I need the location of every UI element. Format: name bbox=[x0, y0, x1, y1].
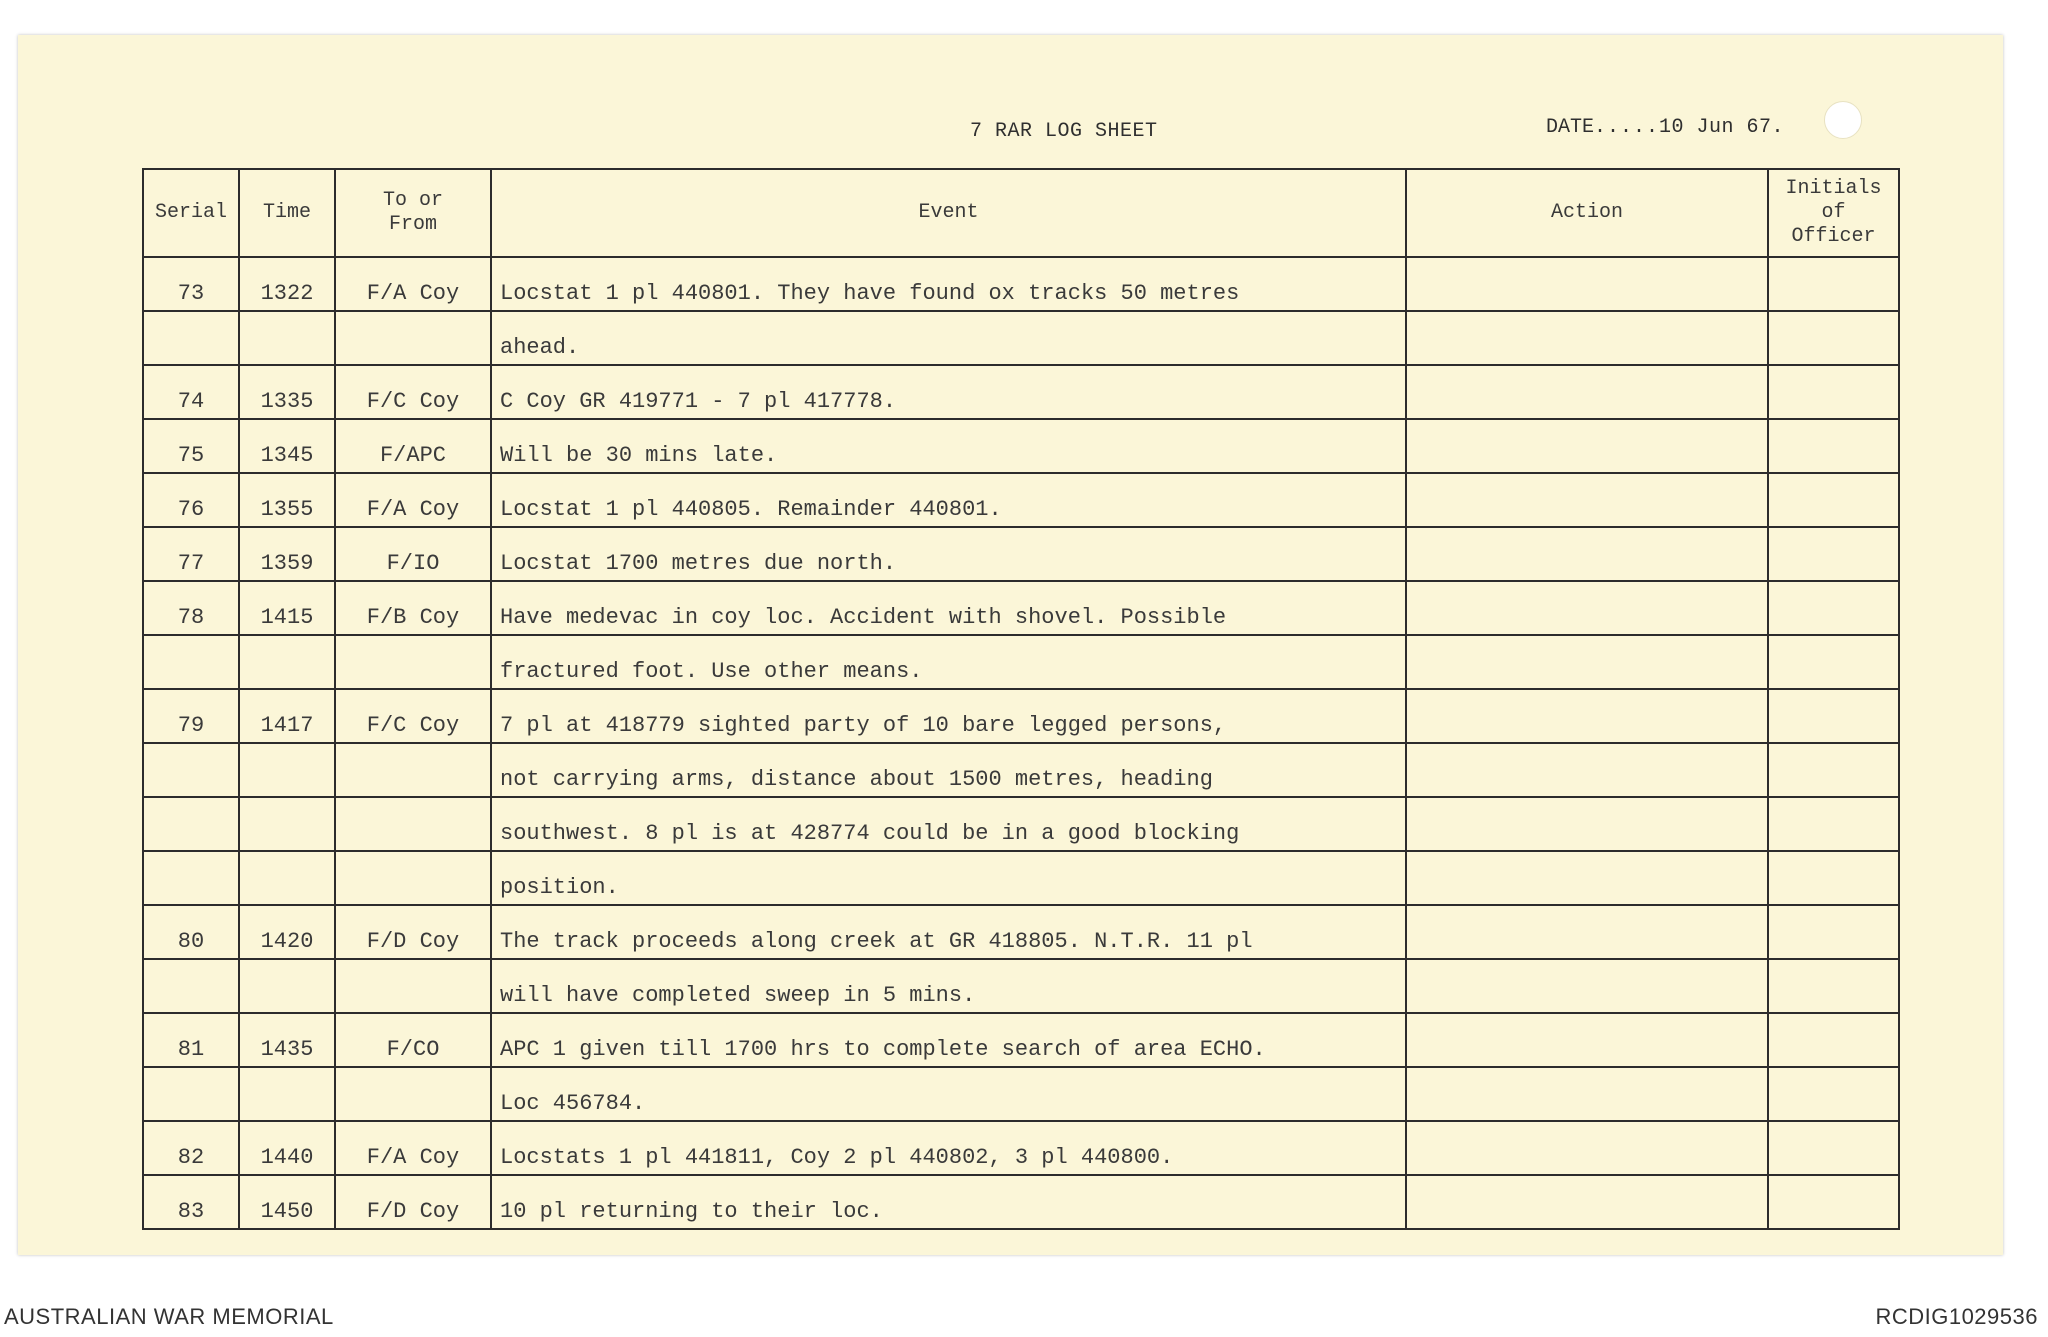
cell-action bbox=[1406, 797, 1768, 851]
col-serial-header: Serial bbox=[143, 169, 239, 257]
cell-initials bbox=[1768, 257, 1899, 311]
cell-to-from: F/A Coy bbox=[335, 257, 491, 311]
cell-event: Locstat 1 pl 440805. Remainder 440801. bbox=[491, 473, 1406, 527]
cell-serial bbox=[143, 635, 239, 689]
cell-time bbox=[239, 797, 335, 851]
cell-time: 1435 bbox=[239, 1013, 335, 1067]
cell-initials bbox=[1768, 473, 1899, 527]
cell-action bbox=[1406, 257, 1768, 311]
cell-time bbox=[239, 851, 335, 905]
cell-to-from bbox=[335, 311, 491, 365]
cell-to-from bbox=[335, 743, 491, 797]
table-row bbox=[143, 851, 1899, 905]
initials-line2: of bbox=[1821, 201, 1846, 224]
header-row bbox=[143, 169, 1899, 257]
cell-action bbox=[1406, 365, 1768, 419]
cell-to-from bbox=[335, 959, 491, 1013]
cell-time: 1417 bbox=[239, 689, 335, 743]
cell-to-from bbox=[335, 1067, 491, 1121]
date-line bbox=[1546, 116, 1784, 139]
cell-initials bbox=[1768, 743, 1899, 797]
cell-to-from: F/D Coy bbox=[335, 905, 491, 959]
cell-serial: 82 bbox=[143, 1121, 239, 1175]
table-row bbox=[143, 581, 1899, 635]
cell-serial: 78 bbox=[143, 581, 239, 635]
table-row bbox=[143, 689, 1899, 743]
cell-action bbox=[1406, 1067, 1768, 1121]
cell-time: 1345 bbox=[239, 419, 335, 473]
punch-hole bbox=[1824, 101, 1862, 139]
cell-to-from: F/APC bbox=[335, 419, 491, 473]
cell-serial: 76 bbox=[143, 473, 239, 527]
cell-to-from bbox=[335, 635, 491, 689]
table-row bbox=[143, 473, 1899, 527]
cell-serial: 83 bbox=[143, 1175, 239, 1229]
cell-to-from: F/C Coy bbox=[335, 365, 491, 419]
cell-event: Locstat 1 pl 440801. They have found ox tracks 50 metres bbox=[491, 257, 1406, 311]
cell-event: southwest. 8 pl is at 428774 could be in a good blocking bbox=[491, 797, 1406, 851]
cell-action bbox=[1406, 419, 1768, 473]
cell-serial: 79 bbox=[143, 689, 239, 743]
cell-serial: 81 bbox=[143, 1013, 239, 1067]
cell-to-from bbox=[335, 797, 491, 851]
cell-time: 1355 bbox=[239, 473, 335, 527]
archive-credit: AUSTRALIAN WAR MEMORIAL bbox=[4, 1304, 334, 1329]
cell-serial bbox=[143, 851, 239, 905]
cell-event: 10 pl returning to their loc. bbox=[491, 1175, 1406, 1229]
cell-action bbox=[1406, 581, 1768, 635]
col-to-from-header bbox=[335, 169, 491, 257]
log-table bbox=[142, 168, 1900, 1230]
cell-to-from: F/B Coy bbox=[335, 581, 491, 635]
table-row bbox=[143, 1175, 1899, 1229]
cell-serial bbox=[143, 311, 239, 365]
cell-to-from: F/IO bbox=[335, 527, 491, 581]
to-from-line2: From bbox=[388, 213, 437, 236]
cell-event: Locstats 1 pl 441811, Coy 2 pl 440802, 3 pl 440800. bbox=[491, 1121, 1406, 1175]
cell-serial bbox=[143, 1067, 239, 1121]
cell-time bbox=[239, 1067, 335, 1121]
cell-time: 1359 bbox=[239, 527, 335, 581]
date-label: DATE bbox=[1546, 116, 1595, 139]
cell-event: will have completed sweep in 5 mins. bbox=[491, 959, 1406, 1013]
col-action-header: Action bbox=[1406, 169, 1768, 257]
cell-initials bbox=[1768, 635, 1899, 689]
cell-action bbox=[1406, 635, 1768, 689]
cell-event: ahead. bbox=[491, 311, 1406, 365]
cell-event: 7 pl at 418779 sighted party of 10 bare legged persons, bbox=[491, 689, 1406, 743]
cell-event: C Coy GR 419771 - 7 pl 417778. bbox=[491, 365, 1406, 419]
col-time-header: Time bbox=[239, 169, 335, 257]
cell-action bbox=[1406, 743, 1768, 797]
cell-serial: 80 bbox=[143, 905, 239, 959]
cell-initials bbox=[1768, 851, 1899, 905]
cell-event: Loc 456784. bbox=[491, 1067, 1406, 1121]
cell-serial: 75 bbox=[143, 419, 239, 473]
cell-action bbox=[1406, 905, 1768, 959]
table-row bbox=[143, 1121, 1899, 1175]
cell-initials bbox=[1768, 905, 1899, 959]
cell-to-from: F/D Coy bbox=[335, 1175, 491, 1229]
cell-action bbox=[1406, 959, 1768, 1013]
cell-initials bbox=[1768, 419, 1899, 473]
cell-time: 1440 bbox=[239, 1121, 335, 1175]
cell-initials bbox=[1768, 1121, 1899, 1175]
cell-action bbox=[1406, 311, 1768, 365]
cell-action bbox=[1406, 527, 1768, 581]
cell-to-from: F/A Coy bbox=[335, 1121, 491, 1175]
cell-initials bbox=[1768, 311, 1899, 365]
initials-line3: Officer bbox=[1791, 225, 1876, 248]
cell-initials bbox=[1768, 959, 1899, 1013]
cell-event: Locstat 1700 metres due north. bbox=[491, 527, 1406, 581]
cell-initials bbox=[1768, 365, 1899, 419]
table-row bbox=[143, 905, 1899, 959]
cell-time bbox=[239, 311, 335, 365]
table-row bbox=[143, 257, 1899, 311]
archive-id: RCDIG1029536 bbox=[1875, 1304, 2038, 1329]
cell-initials bbox=[1768, 1175, 1899, 1229]
cell-event: The track proceeds along creek at GR 418805. N.T.R. 11 pl bbox=[491, 905, 1406, 959]
cell-event: Will be 30 mins late. bbox=[491, 419, 1406, 473]
cell-to-from bbox=[335, 851, 491, 905]
cell-serial: 73 bbox=[143, 257, 239, 311]
cell-serial bbox=[143, 743, 239, 797]
table-row bbox=[143, 365, 1899, 419]
cell-event: APC 1 given till 1700 hrs to complete search of area ECHO. bbox=[491, 1013, 1406, 1067]
cell-event: not carrying arms, distance about 1500 metres, heading bbox=[491, 743, 1406, 797]
cell-time bbox=[239, 635, 335, 689]
initials-line1: Initials bbox=[1785, 177, 1882, 200]
table-row bbox=[143, 743, 1899, 797]
cell-initials bbox=[1768, 527, 1899, 581]
col-event-header: Event bbox=[491, 169, 1406, 257]
cell-time bbox=[239, 959, 335, 1013]
sheet-title: 7 RAR LOG SHEET bbox=[970, 120, 1158, 143]
date-value: 10 Jun 67. bbox=[1659, 116, 1785, 139]
cell-initials bbox=[1768, 797, 1899, 851]
cell-time bbox=[239, 743, 335, 797]
cell-initials bbox=[1768, 1013, 1899, 1067]
cell-initials bbox=[1768, 581, 1899, 635]
cell-time: 1420 bbox=[239, 905, 335, 959]
cell-initials bbox=[1768, 689, 1899, 743]
table-row bbox=[143, 1013, 1899, 1067]
cell-event: Have medevac in coy loc. Accident with shovel. Possible bbox=[491, 581, 1406, 635]
cell-to-from: F/A Coy bbox=[335, 473, 491, 527]
cell-action bbox=[1406, 473, 1768, 527]
cell-event: fractured foot. Use other means. bbox=[491, 635, 1406, 689]
cell-action bbox=[1406, 1013, 1768, 1067]
cell-event: position. bbox=[491, 851, 1406, 905]
table-row bbox=[143, 635, 1899, 689]
col-initials-header bbox=[1768, 169, 1899, 257]
table-row bbox=[143, 527, 1899, 581]
cell-to-from: F/C Coy bbox=[335, 689, 491, 743]
table-row bbox=[143, 419, 1899, 473]
cell-action bbox=[1406, 1175, 1768, 1229]
cell-serial bbox=[143, 797, 239, 851]
cell-serial: 74 bbox=[143, 365, 239, 419]
cell-serial: 77 bbox=[143, 527, 239, 581]
cell-to-from: F/CO bbox=[335, 1013, 491, 1067]
table-row bbox=[143, 959, 1899, 1013]
cell-action bbox=[1406, 1121, 1768, 1175]
table-row bbox=[143, 311, 1899, 365]
cell-action bbox=[1406, 851, 1768, 905]
table-row bbox=[143, 797, 1899, 851]
cell-time: 1335 bbox=[239, 365, 335, 419]
cell-time: 1322 bbox=[239, 257, 335, 311]
cell-serial bbox=[143, 959, 239, 1013]
cell-initials bbox=[1768, 1067, 1899, 1121]
cell-time: 1450 bbox=[239, 1175, 335, 1229]
to-from-line1: To or bbox=[382, 189, 443, 212]
cell-time: 1415 bbox=[239, 581, 335, 635]
table-row bbox=[143, 1067, 1899, 1121]
cell-action bbox=[1406, 689, 1768, 743]
date-dots: ..... bbox=[1594, 116, 1660, 139]
